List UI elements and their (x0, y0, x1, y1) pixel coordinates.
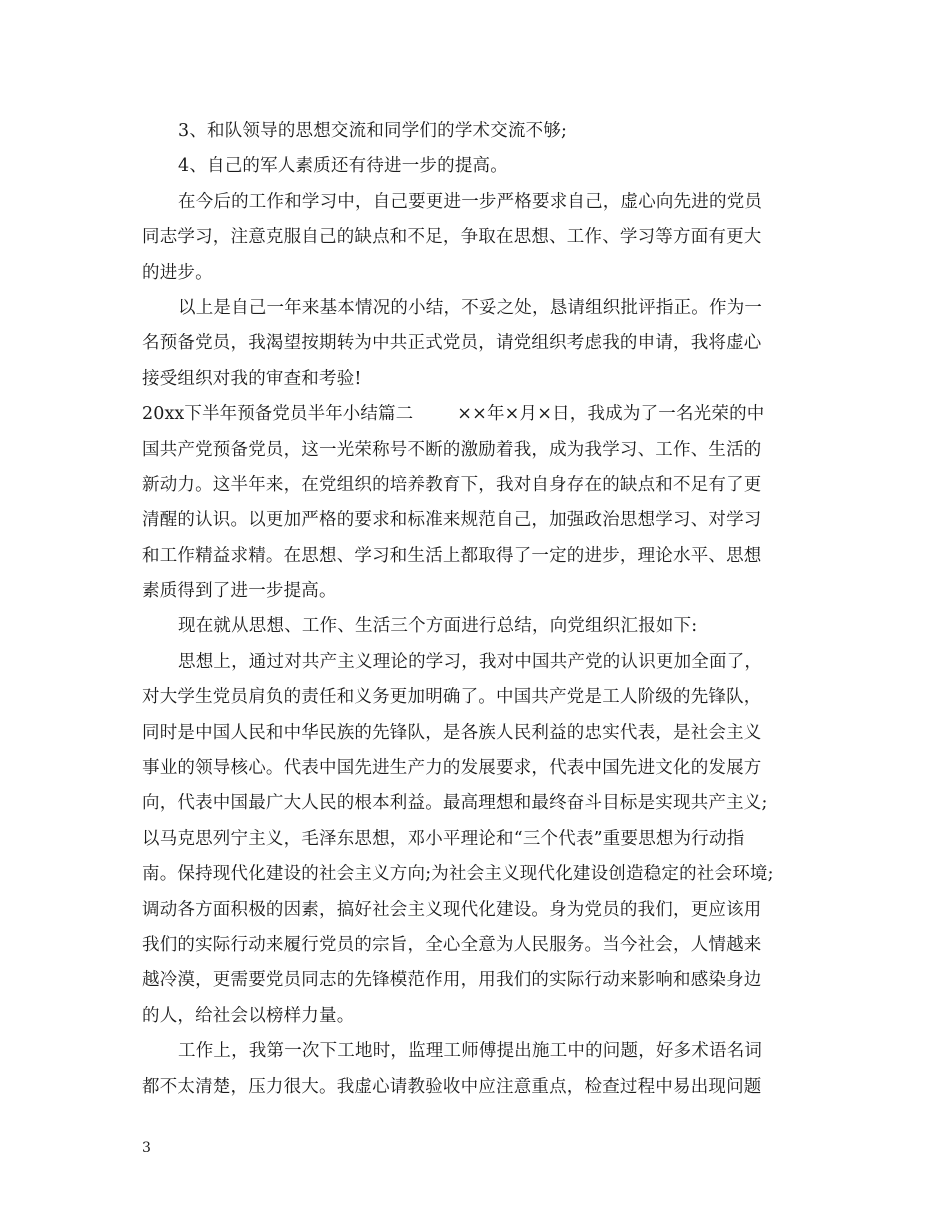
text-line: 新动力。这半年来，在党组织的培养教育下，我对自身存在的缺点和不足有了更 (142, 474, 762, 495)
heading-spacer (413, 397, 457, 432)
text-line: 以马克思列宁主义，毛泽东思想，邓小平理论和“三个代表”重要思想为行动指 (142, 828, 745, 849)
text-line: 现在就从思想、工作、生活三个方面进行总结，向党组织汇报如下: (178, 616, 698, 637)
text-line: 在今后的工作和学习中，自己要更进一步严格要求自己，虚心向先进的党员 (178, 191, 763, 212)
text-line: 事业的领导核心。代表中国先进生产力的发展要求，代表中国先进文化的发展方 (142, 758, 762, 779)
text-line: 工作上，我第一次下工地时，监理工师傅提出施工中的问题，好多术语名词 (178, 1041, 763, 1062)
text-line: 都不太清楚，压力很大。我虚心请教验收中应注意重点，检查过程中易出现问题 (142, 1076, 762, 1097)
text-line: 国共产党预备党员，这一光荣称号不断的激励着我，成为我学习、工作、生活的 (142, 439, 762, 460)
text-line: 3、和队领导的思想交流和同学们的学术交流不够; (178, 121, 568, 141)
section-heading-line (142, 397, 810, 432)
text-line: 对大学生党员肩负的责任和义务更加明确了。中国共产党是工人阶级的先锋队， (142, 687, 762, 708)
text-line: 4、自己的军人素质还有待进一步的提高。 (178, 156, 508, 177)
text-line: 以上是自己一年来基本情况的小结，不妥之处，恳请组织批评指正。作为一 (178, 297, 763, 318)
heading-continuation-text: ××年×月×日，我成为了一名光荣的中 (457, 404, 765, 425)
text-line: 我们的实际行动来履行党员的宗旨，全心全意为人民服务。当今社会，人情越来 (142, 934, 762, 955)
text-line: 调动各方面积极的因素，搞好社会主义现代化建设。身为党员的我们，更应该用 (142, 899, 762, 920)
text-line: 同时是中国人民和中华民族的先锋队，是各族人民利益的忠实代表，是社会主义 (142, 722, 762, 743)
text-line: 同志学习，注意克服自己的缺点和不足，争取在思想、工作、学习等方面有更大 (142, 227, 762, 248)
document-body (142, 114, 810, 1105)
text-line: 的人，给社会以榜样力量。 (142, 1005, 355, 1026)
section-heading: 20xx下半年预备党员半年小结篇二 (142, 404, 414, 425)
text-line: 南。保持现代化建设的社会主义方向;为社会主义现代化建设创造稳定的社会环境; (142, 864, 774, 885)
text-line: 名预备党员，我渴望按期转为中共正式党员，请党组织考虑我的申请，我将虚心 (142, 333, 762, 354)
text-line: 接受组织对我的审查和考验! (142, 368, 362, 389)
paragraph-block-1 (142, 114, 810, 397)
text-line: 的进步。 (142, 262, 213, 283)
paragraph-block-2 (142, 433, 810, 1105)
text-line: 思想上，通过对共产主义理论的学习，我对中国共产党的认识更加全面了， (178, 651, 763, 672)
text-line: 清醒的认识。以更加严格的要求和标准来规范自己，加强政治思想学习、对学习 (142, 510, 762, 531)
text-line: 越冷漠，更需要党员同志的先锋模范作用，用我们的实际行动来影响和感染身边 (142, 970, 762, 991)
text-line: 和工作精益求精。在思想、学习和生活上都取得了一定的进步，理论水平、思想 (142, 545, 762, 566)
text-line: 素质得到了进一步提高。 (142, 581, 337, 602)
text-line: 向，代表中国最广大人民的根本利益。最高理想和最终奋斗目标是实现共产主义; (142, 793, 768, 814)
page-number: 3 (142, 1140, 151, 1156)
